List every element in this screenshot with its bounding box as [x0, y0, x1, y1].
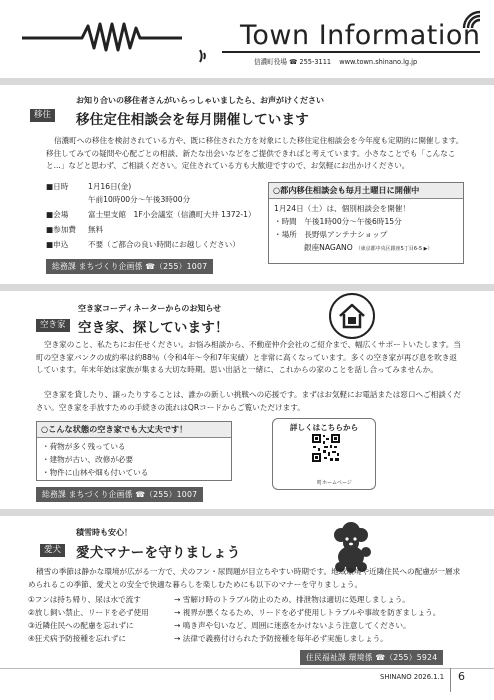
section3-tag: 愛犬 [40, 544, 65, 557]
section2-body2: 空き家を貸したり、譲ったりすることは、誰かの新しい挑戦への応援です。まずはお気軽にお電話または窓口へご相談ください。空き家を手放すための手続きの流れはQRコードからご覧いただけます。 [36, 390, 462, 412]
section3-body: 積雪の季節は静かな環境が広がる一方で、犬のフン・尿問題が目立ちやすい時期です。地域環境や近隣住民への配慮が一層求められるこの季節、愛犬との安全で快適な暮らしを楽しむためにも以下のマナーを守りましょう。 [28, 567, 461, 589]
footer-rule [0, 668, 494, 669]
section1-tag: 移住 [30, 109, 55, 122]
rule-row: ②放し飼い禁止、リードを必ず使用 → 視界が悪くなるため、リードを必ず使用しトラブルや事故を防ぎましょう。 [28, 608, 441, 617]
tokyo-box-title: ○都内移住相談会も毎月土曜日に開催中 [269, 183, 463, 199]
header-rule [222, 51, 480, 53]
section2-body1: 空き家のこと、私たちにお任せください。お悩み相談から、不動産仲介会社のご紹介まで、幅広くサポートいたします。当町の空き家バンクの成約率は約88％（令和4年〜令和7年実績）と非常に高くなっています。多くの空き家が再び息を吹き返しています。年末年始は家族が集まる大切な時期。思い出話と一緒に、これからの家のことを話し合ってみませんか。 [36, 340, 461, 375]
section1-body: 信濃町への移住を検討されている方や、既に移住された方を対象にした移住定住相談会を今年度も定期的に開催します。移住してみての疑問や心配ごとの相談、新たな出会いなどをご提供できればと考えています。小さなことでも「こんなこと...」などと思わず、ご相談ください。定住されている方も大歓迎ですので、お気軽にお出かけください。 [46, 136, 464, 171]
page-title: Town Information [240, 20, 481, 51]
wave-logo [22, 18, 182, 54]
dog-manner-rules [28, 593, 468, 645]
acceptable-conditions-box: ○こんな状態の空き家でも大丈夫です！ ・荷物が多く残っている ・建物が古い、改修が必要 ・物件に山林や畑も付いている [36, 421, 232, 481]
section3-kicker: 積雪時も安心！ [76, 528, 132, 537]
section1-kicker: お知り合いの移住者さんがいらっしゃいましたら、お声がけください [76, 96, 324, 105]
rule-row: ③近隣住民への配慮を忘れずに → 鳴き声や匂いなど、周囲に迷惑をかけないよう注意してください。 [28, 621, 411, 630]
section2-tag: 空き家 [36, 319, 70, 332]
section2-contact: 総務課 まちづくり企画係 ☎（255）1007 [36, 487, 203, 502]
qr-title: 詳しくはこちらから [289, 423, 359, 432]
section2-headline: 空き家、探しています！ [78, 320, 229, 336]
qr-box [272, 418, 376, 490]
qr-code[interactable] [311, 433, 341, 463]
footer-divider [450, 668, 451, 692]
qr-caption: 町ホームページ [317, 480, 352, 486]
dog-icon [326, 519, 376, 573]
section-separator [0, 78, 494, 85]
house-icon [328, 292, 376, 340]
section1-headline: 移住定住相談会を毎月開催しています [76, 112, 309, 128]
rule-row: ④狂犬病予防接種を忘れずに → 法律で義務付けられた予防接種を毎年必ず実施しましょう。 [28, 634, 388, 643]
signal-icon [460, 8, 484, 32]
section1-contact: 総務課 まちづくり企画係 ☎（255）1007 [46, 259, 213, 274]
section2-kicker: 空き家コーディネーターからのお知らせ [78, 304, 222, 313]
section3-headline: 愛犬マナーを守りましょう [76, 545, 241, 561]
section1-details: ■日時 1月16日(金) 午前10時00分〜午後3時00分 ■会場 富士里支館 1F小会議室（信濃町大井 1372-1） ■参加費 無料 ■申込 不要（ご都合の良い時間にお越しください） [46, 182, 256, 249]
tokyo-consultation-box: ○都内移住相談会も毎月土曜日に開催中 1月24日（土）は、個別相談会を開催！ ・時間 午後1時00分〜午後6時15分 ・場所 長野県アンテナショップ 銀座NAGANO （東京都中央区銀座5丁目6-5 ▶） [268, 182, 464, 264]
section-separator [0, 284, 494, 291]
broadcast-icon [196, 44, 218, 66]
section1-tag-wrap [30, 95, 55, 122]
rule-row: ①フンは持ち帰り、尿は水で流す → 雪解け時のトラブル防止のため、排泄物は適切に処理しましょう。 [28, 595, 410, 604]
section3-contact: 住民福祉課 環境係 ☎（255）5924 [300, 650, 443, 665]
header-contact: 信濃町役場 ☎ 255-3111 www.town.shinano.lg.jp [254, 58, 418, 66]
section-separator [0, 509, 494, 516]
page-number: 6 [458, 670, 465, 683]
conditions-title: ○こんな状態の空き家でも大丈夫です！ [37, 422, 231, 438]
footer-date: SHINANO 2026.1.1 [380, 673, 445, 681]
